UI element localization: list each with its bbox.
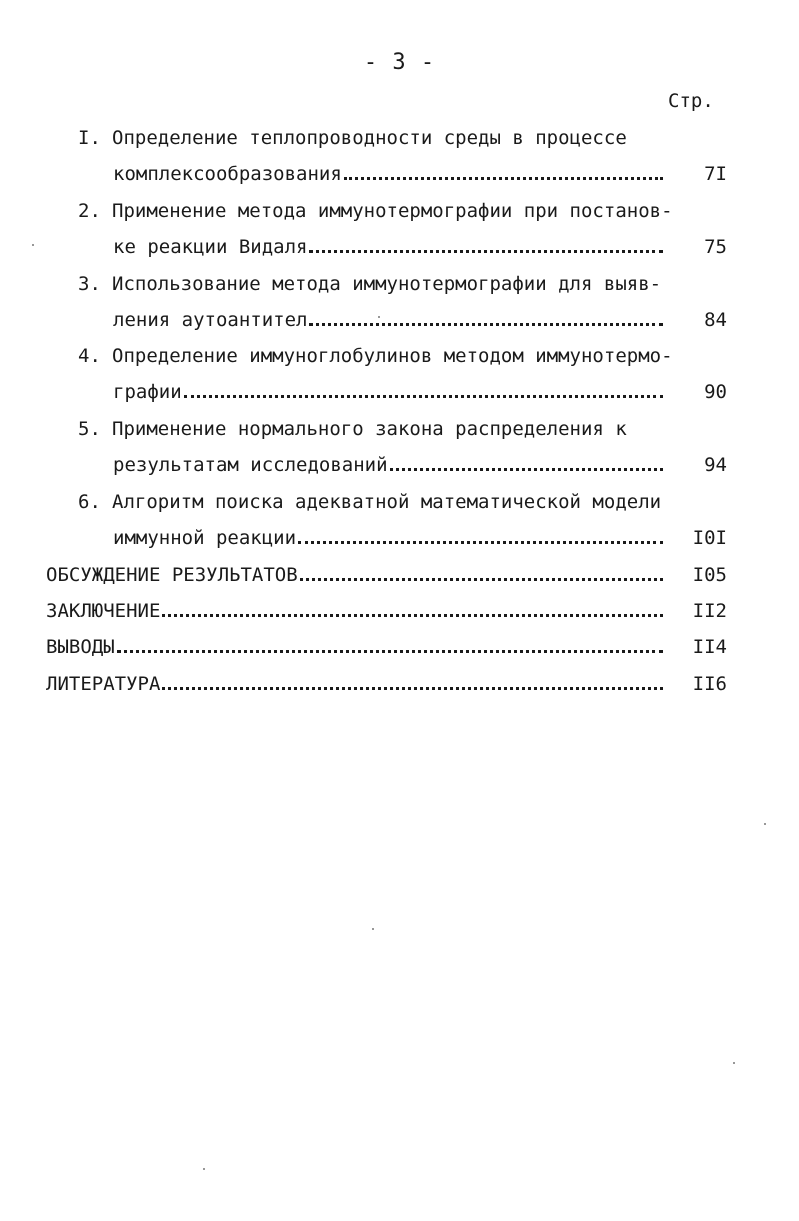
toc-entry-number: 2. xyxy=(78,200,101,222)
toc-entry-3-line2 xyxy=(113,306,665,334)
toc-entry-1-line1 xyxy=(78,124,627,152)
toc-page-ref: I0I xyxy=(692,527,727,549)
toc-entry-title: Использование метода иммунотермографии для выяв- xyxy=(112,273,662,295)
toc-entry-number: 4. xyxy=(78,345,101,367)
toc-section-findings xyxy=(46,633,665,661)
toc-page-ref: II6 xyxy=(692,673,727,695)
scan-speck xyxy=(764,823,766,825)
toc-section-title: ОБСУЖДЕНИЕ РЕЗУЛЬТАТОВ xyxy=(46,564,298,586)
toc-section-discussion xyxy=(46,561,665,589)
toc-entry-number: 5. xyxy=(78,418,101,440)
toc-entry-6-line1 xyxy=(78,488,661,516)
toc-entry-number: 6. xyxy=(78,491,101,513)
toc-entry-1-line2 xyxy=(113,160,665,188)
toc-entry-4-line1 xyxy=(78,342,673,370)
toc-entry-title-cont: комплексообразования xyxy=(113,163,342,185)
dot-leader xyxy=(184,395,663,398)
dot-leader xyxy=(300,578,663,581)
dot-leader xyxy=(309,323,663,326)
toc-section-literature xyxy=(46,670,665,698)
page-column-label: Стр. xyxy=(668,90,714,112)
toc-entry-title-cont: ления аутоантител xyxy=(113,309,308,331)
toc-entry-number: 3. xyxy=(78,273,101,295)
toc-entry-5-line1 xyxy=(78,415,627,443)
toc-entry-title: Определение теплопроводности среды в процессе xyxy=(112,127,627,149)
toc-page-ref: 90 xyxy=(704,381,727,403)
dot-leader xyxy=(390,468,663,471)
scan-speck xyxy=(32,244,34,246)
page-number: - 3 - xyxy=(363,50,436,75)
toc-entry-title: Определение иммуноглобулинов методом иммунотермо- xyxy=(112,345,673,367)
toc-entry-2-line1 xyxy=(78,197,673,225)
toc-entry-3-line1 xyxy=(78,270,661,298)
toc-entry-title: Применение нормального закона распределения к xyxy=(112,418,627,440)
toc-page-ref: II2 xyxy=(692,600,727,622)
toc-entry-title-cont: ке реакции Видаля xyxy=(113,236,308,258)
dot-leader xyxy=(298,541,663,544)
dot-leader xyxy=(162,687,663,690)
toc-entry-title-cont: графии xyxy=(113,381,182,403)
toc-page-ref: 84 xyxy=(704,309,727,331)
dot-leader xyxy=(344,177,663,180)
toc-entry-title: Применение метода иммунотермографии при постанов- xyxy=(112,200,673,222)
toc-section-conclusion xyxy=(46,597,665,625)
toc-section-title: ВЫВОДЫ xyxy=(46,636,115,658)
toc-entry-title-cont: иммунной реакции xyxy=(113,527,297,549)
scan-speck xyxy=(733,1062,735,1064)
scan-speck xyxy=(378,316,380,318)
toc-entry-number: I. xyxy=(78,127,101,149)
toc-section-title: ЛИТЕРАТУРА xyxy=(46,673,161,695)
toc-entry-4-line2 xyxy=(113,378,665,406)
toc-page-ref: I05 xyxy=(692,564,727,586)
toc-page-ref: II4 xyxy=(692,636,727,658)
toc-entry-2-line2 xyxy=(113,233,665,261)
toc-entry-title: Алгоритм поиска адекватной математической модели xyxy=(112,491,662,513)
toc-entry-6-line2 xyxy=(113,524,665,552)
toc-page-ref: 75 xyxy=(704,236,727,258)
toc-section-title: ЗАКЛЮЧЕНИЕ xyxy=(46,600,161,622)
scan-speck xyxy=(203,1168,205,1170)
dot-leader xyxy=(309,250,663,253)
toc-entry-title-cont: результатам исследований xyxy=(113,454,388,476)
toc-page-ref: 7I xyxy=(704,163,727,185)
dot-leader xyxy=(117,650,663,653)
toc-page-ref: 94 xyxy=(704,454,727,476)
scan-speck xyxy=(372,928,374,930)
toc-entry-5-line2 xyxy=(113,451,665,479)
dot-leader xyxy=(162,614,663,617)
